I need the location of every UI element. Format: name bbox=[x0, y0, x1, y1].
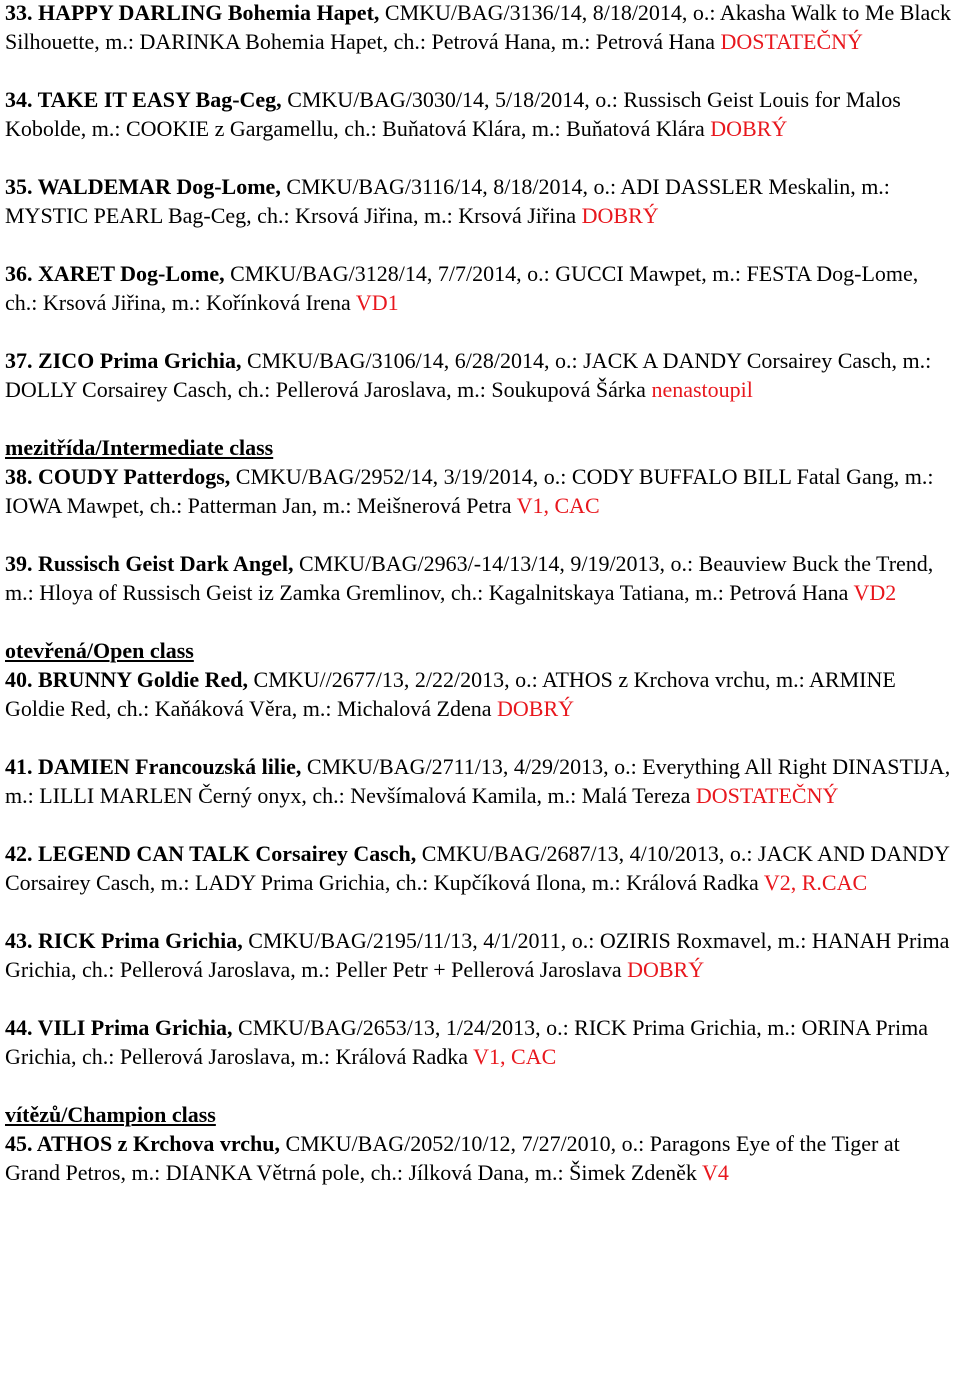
entry-details: CMKU/BAG/2653/13, 1/24/2013, o.: RICK Prima Grichia, m.: ORINA Prima Grichia, ch.: Pellerová Jaroslava, m.: Králová Radka bbox=[5, 1015, 928, 1069]
entry-details: CMKU/BAG/2711/13, 4/29/2013, o.: Everything All Right DINASTIJA, m.: LILLI MARLEN Černý onyx, ch.: Nevšímalová Kamila, m.: Malá Tereza bbox=[5, 754, 951, 808]
dog-name: COUDY Patterdogs, bbox=[38, 464, 231, 489]
entry-number: 40. bbox=[5, 667, 33, 692]
dog-name: HAPPY DARLING Bohemia Hapet, bbox=[38, 0, 380, 25]
entry-number: 36. bbox=[5, 261, 33, 286]
dog-name: XARET Dog-Lome, bbox=[38, 261, 225, 286]
entry-number: 35. bbox=[5, 174, 33, 199]
entry-details: CMKU/BAG/2963/-14/13/14, 9/19/2013, o.: Beauview Buck the Trend, m.: Hloya of Russisch Geist iz Zamka Gremlinov, ch.: Kagalnitskaya Tatiana, m.: Petrová Hana bbox=[5, 551, 934, 605]
entry-result: DOBRÝ bbox=[581, 203, 659, 228]
entry-number: 39. bbox=[5, 551, 33, 576]
entry-paragraph bbox=[5, 462, 956, 520]
entry-title bbox=[5, 348, 241, 373]
entry-number: 33. bbox=[5, 0, 33, 25]
entry-result: VD1 bbox=[355, 290, 399, 315]
entry-paragraph bbox=[5, 1013, 956, 1071]
entry-result: DOBRÝ bbox=[497, 696, 575, 721]
entry-result: DOBRÝ bbox=[627, 957, 705, 982]
dog-name: WALDEMAR Dog-Lome, bbox=[37, 174, 281, 199]
entry-title bbox=[5, 1131, 280, 1156]
entry-result: V2, R.CAC bbox=[763, 870, 868, 895]
entry-paragraph bbox=[5, 172, 956, 230]
class-heading: mezitřída/Intermediate class bbox=[5, 435, 274, 460]
entry-number: 37. bbox=[5, 348, 33, 373]
entry-number: 43. bbox=[5, 928, 33, 953]
entry-details: CMKU/BAG/2052/10/12, 7/27/2010, o.: Paragons Eye of the Tiger at Grand Petros, m.: DIANKA Větrná pole, ch.: Jílková Dana, m.: Šimek Zdeněk bbox=[5, 1131, 900, 1185]
entry-result: DOSTATEČNÝ bbox=[695, 783, 839, 808]
entry-title bbox=[5, 1015, 233, 1040]
entry-result: V1, CAC bbox=[473, 1044, 557, 1069]
entry-paragraph bbox=[5, 839, 956, 897]
entry-title bbox=[5, 464, 230, 489]
entry-details: CMKU/BAG/3128/14, 7/7/2014, o.: GUCCI Mawpet, m.: FESTA Dog-Lome, ch.: Krsová Jiřina, m.: Kořínková Irena bbox=[5, 261, 919, 315]
entry-details: CMKU//2677/13, 2/22/2013, o.: ATHOS z Krchova vrchu, m.: ARMINE Goldie Red, ch.: Kaňáková Věra, m.: Michalová Zdena bbox=[5, 667, 896, 721]
dog-name: BRUNNY Goldie Red, bbox=[38, 667, 249, 692]
entry-number: 38. bbox=[5, 464, 33, 489]
entry-result: VD2 bbox=[853, 580, 897, 605]
dog-name: TAKE IT EASY Bag-Ceg, bbox=[37, 87, 282, 112]
dog-name: ZICO Prima Grichia, bbox=[38, 348, 242, 373]
entry-details: CMKU/BAG/3116/14, 8/18/2014, o.: ADI DASSLER Meskalin, m.: MYSTIC PEARL Bag-Ceg, ch.: Krsová Jiřina, m.: Krsová Jiřina bbox=[5, 174, 890, 228]
dog-name: DAMIEN Francouzská lilie, bbox=[38, 754, 302, 779]
entry-title bbox=[5, 261, 225, 286]
entry-title bbox=[5, 667, 248, 692]
entry-details: CMKU/BAG/3106/14, 6/28/2014, o.: JACK A DANDY Corsairey Casch, m.: DOLLY Corsairey Casch, ch.: Pellerová Jaroslava, m.: Soukupová Šárka bbox=[5, 348, 932, 402]
entry-title bbox=[5, 174, 281, 199]
entry-title bbox=[5, 754, 301, 779]
class-heading: vítězů/Champion class bbox=[5, 1102, 216, 1127]
entry-details: CMKU/BAG/2952/14, 3/19/2014, o.: CODY BUFFALO BILL Fatal Gang, m.: IOWA Mawpet, ch.: Patterman Jan, m.: Meišnerová Petra bbox=[5, 464, 934, 518]
entry-number: 34. bbox=[5, 87, 33, 112]
entry-title bbox=[5, 841, 416, 866]
class-heading: otevřená/Open class bbox=[5, 638, 194, 663]
dog-name: Russisch Geist Dark Angel, bbox=[38, 551, 294, 576]
entry-details: CMKU/BAG/3030/14, 5/18/2014, o.: Russisch Geist Louis for Malos Kobolde, m.: COOKIE z Gargamellu, ch.: Buňatová Klára, m.: Buňatová Klára bbox=[5, 87, 901, 141]
entry-paragraph bbox=[5, 926, 956, 984]
entry-result: V4 bbox=[701, 1160, 729, 1185]
dog-name: VILI Prima Grichia, bbox=[37, 1015, 233, 1040]
dog-name: ATHOS z Krchova vrchu, bbox=[36, 1131, 281, 1156]
entry-paragraph bbox=[5, 85, 956, 143]
entry-title bbox=[5, 928, 243, 953]
entry-result: V1, CAC bbox=[516, 493, 600, 518]
entry-number: 42. bbox=[5, 841, 33, 866]
entry-details: CMKU/BAG/3136/14, 8/18/2014, o.: Akasha Walk to Me Black Silhouette, m.: DARINKA Bohemia Hapet, ch.: Petrová Hana, m.: Petrová Hana bbox=[5, 0, 952, 54]
entry-paragraph bbox=[5, 1129, 956, 1187]
entry-paragraph bbox=[5, 549, 956, 607]
entry-title bbox=[5, 87, 282, 112]
dog-name: RICK Prima Grichia, bbox=[38, 928, 243, 953]
entry-result: DOBRÝ bbox=[710, 116, 788, 141]
entry-number: 44. bbox=[5, 1015, 33, 1040]
entry-title bbox=[5, 0, 379, 25]
entry-paragraph bbox=[5, 259, 956, 317]
entry-paragraph bbox=[5, 665, 956, 723]
entry-title bbox=[5, 551, 293, 576]
entry-number: 45. bbox=[5, 1131, 33, 1156]
entry-details: CMKU/BAG/2195/11/13, 4/1/2011, o.: OZIRIS Roxmavel, m.: HANAH Prima Grichia, ch.: Pellerová Jaroslava, m.: Peller Petr + Pellerová Jaroslava bbox=[5, 928, 950, 982]
entry-result: DOSTATEČNÝ bbox=[720, 29, 863, 54]
entry-paragraph bbox=[5, 346, 956, 404]
dog-name: LEGEND CAN TALK Corsairey Casch, bbox=[38, 841, 417, 866]
entry-details: CMKU/BAG/2687/13, 4/10/2013, o.: JACK AND DANDY Corsairey Casch, m.: LADY Prima Grichia, ch.: Kupčíková Ilona, m.: Králová Radka bbox=[5, 841, 950, 895]
entry-paragraph bbox=[5, 752, 956, 810]
entry-paragraph bbox=[5, 0, 956, 56]
entry-result: nenastoupil bbox=[651, 377, 753, 402]
entry-number: 41. bbox=[5, 754, 33, 779]
